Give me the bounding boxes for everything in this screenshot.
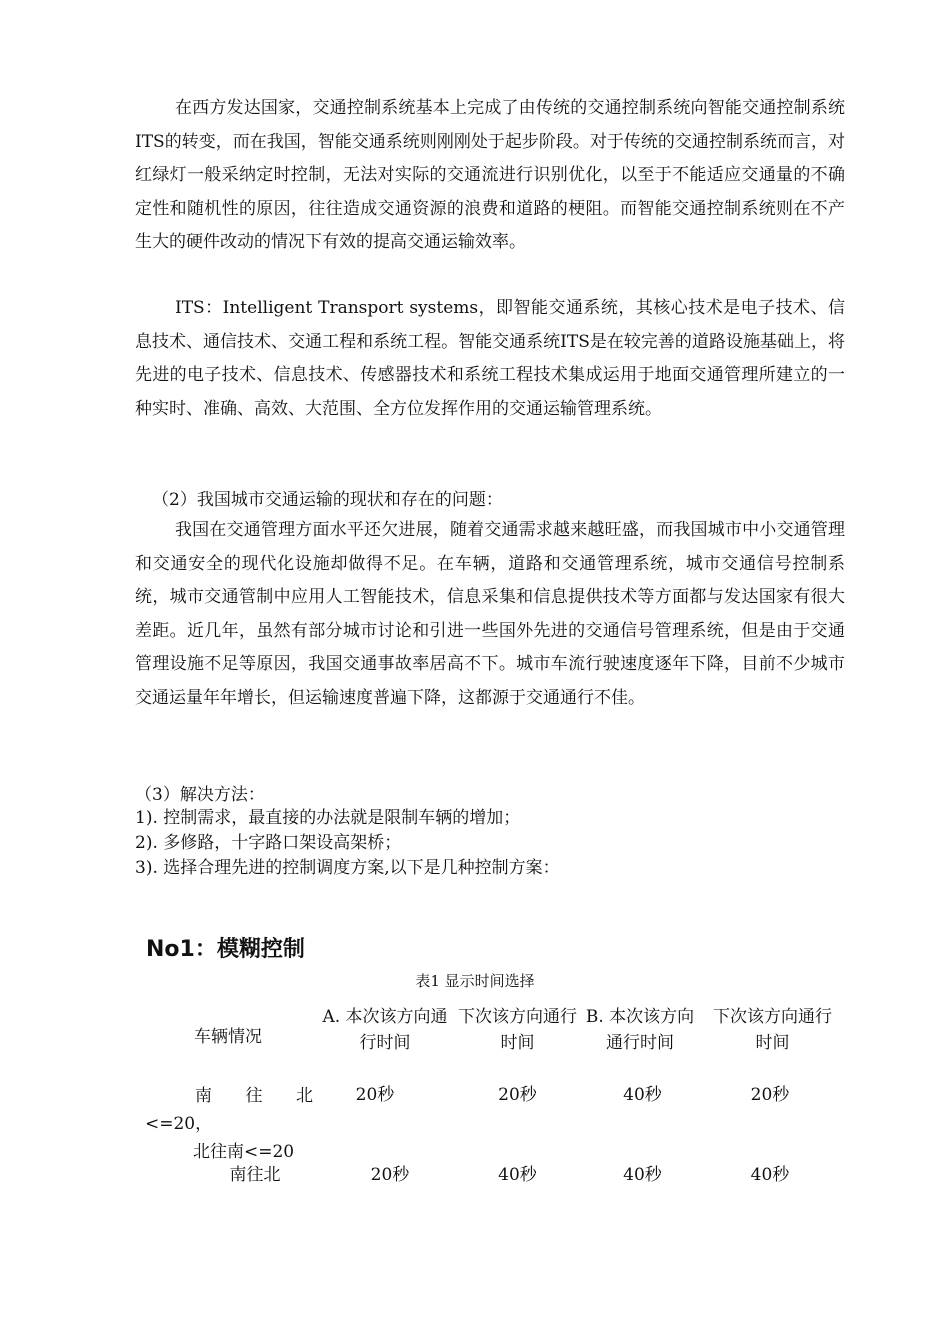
table-cell: 20秒 <box>370 1165 410 1185</box>
table-cell: 20秒 <box>498 1085 537 1105</box>
table-cell: 20秒 <box>355 1085 395 1105</box>
table-header-a-next: 下次该方向通行时间 <box>458 1007 577 1053</box>
subheading-current-status: （2）我国城市交通运输的现状和存在的问题： <box>152 490 503 510</box>
table-header-b-next: 下次该方向通行时间 <box>713 1007 832 1053</box>
table-cell: 40秒 <box>750 1165 790 1185</box>
table-cell: 40秒 <box>623 1085 662 1105</box>
paragraph-its-intro: 在西方发达国家，交通控制系统基本上完成了由传统的交通控制系统向智能交通控制系统ITS的转变，而在我国，智能交通系统则刚刚处于起步阶段。对于传统的交通控制系统而言，对红绿灯一般采纳定时控制，无法对实际的交通流进行识别优化，以至于不能适应交通量的不确定性和随机性的原因，往往造成交通资源的浪费和道路的梗阻。而智能交通控制系统则在不产生大的硬件改动的情况下有效的提高交通运输效率。 <box>135 98 845 252</box>
list-item: 2). 多修路，十字路口架设高架桥； <box>135 833 402 853</box>
label-part: 往 <box>245 1086 263 1106</box>
paragraph-current-status: 我国在交通管理方面水平还欠进展，随着交通需求越来越旺盛，而我国城市中小交通管理和交通安全的现代化设施却做得不足。在车辆，道路和交通管理系统，城市交通信号控制系统，城市交通管制中应用人工智能技术，信息采集和信息提供技术等方面都与发达国家有很大差距。近几年，虽然有部分城市讨论和引进一些国外先进的交通信号管理系统，但是由于交通管理设施不足等原因，我国交通事故率居高不下。城市车流行驶速度逐年下降，目前不少城市交通运量年年增长，但运输速度普遍下降，这都源于交通通行不佳。 <box>135 520 845 708</box>
subheading-solutions: （3）解决方法： <box>135 785 265 805</box>
label-part: 南 <box>195 1086 212 1106</box>
label-part: <=20， <box>145 1114 213 1134</box>
list-item: 1). 控制需求，最直接的办法就是限制车辆的增加； <box>135 808 521 828</box>
table-row-1-label <box>145 1082 315 1166</box>
table-header-a-current: A. 本次该方向通行时间 <box>322 1007 448 1053</box>
paragraph-its-definition: ITS：Intelligent Transport systems，即智能交通系统，其核心技术是电子技术、信息技术、通信技术、交通工程和系统工程。智能交通系统ITS是在较完善的道路设施基础上，将先进的电子技术、信息技术、传感器技术和系统工程技术集成运用于地面交通管理所建立的一种实时、准确、高效、大范围、全方位发挥作用的交通运输管理系统。 <box>135 298 845 419</box>
solutions-list <box>135 806 560 881</box>
table-header-vehicle: 车辆情况 <box>194 1027 262 1047</box>
list-item: 3). 选择合理先进的控制调度方案,以下是几种控制方案： <box>135 858 560 878</box>
label-part: 北往南<=20 <box>193 1142 295 1162</box>
table-cell: 20秒 <box>750 1085 790 1105</box>
table-header-b-current: B. 本次该方向通行时间 <box>585 1007 695 1053</box>
table-caption: 表1 显示时间选择 <box>415 972 535 990</box>
section-title-fuzzy-control: No1：模糊控制 <box>146 937 305 962</box>
table-cell: 40秒 <box>623 1165 662 1185</box>
table-row-2-label: 南往北 <box>229 1165 281 1185</box>
table-cell: 40秒 <box>498 1165 537 1185</box>
label-part: 北 <box>296 1086 313 1106</box>
